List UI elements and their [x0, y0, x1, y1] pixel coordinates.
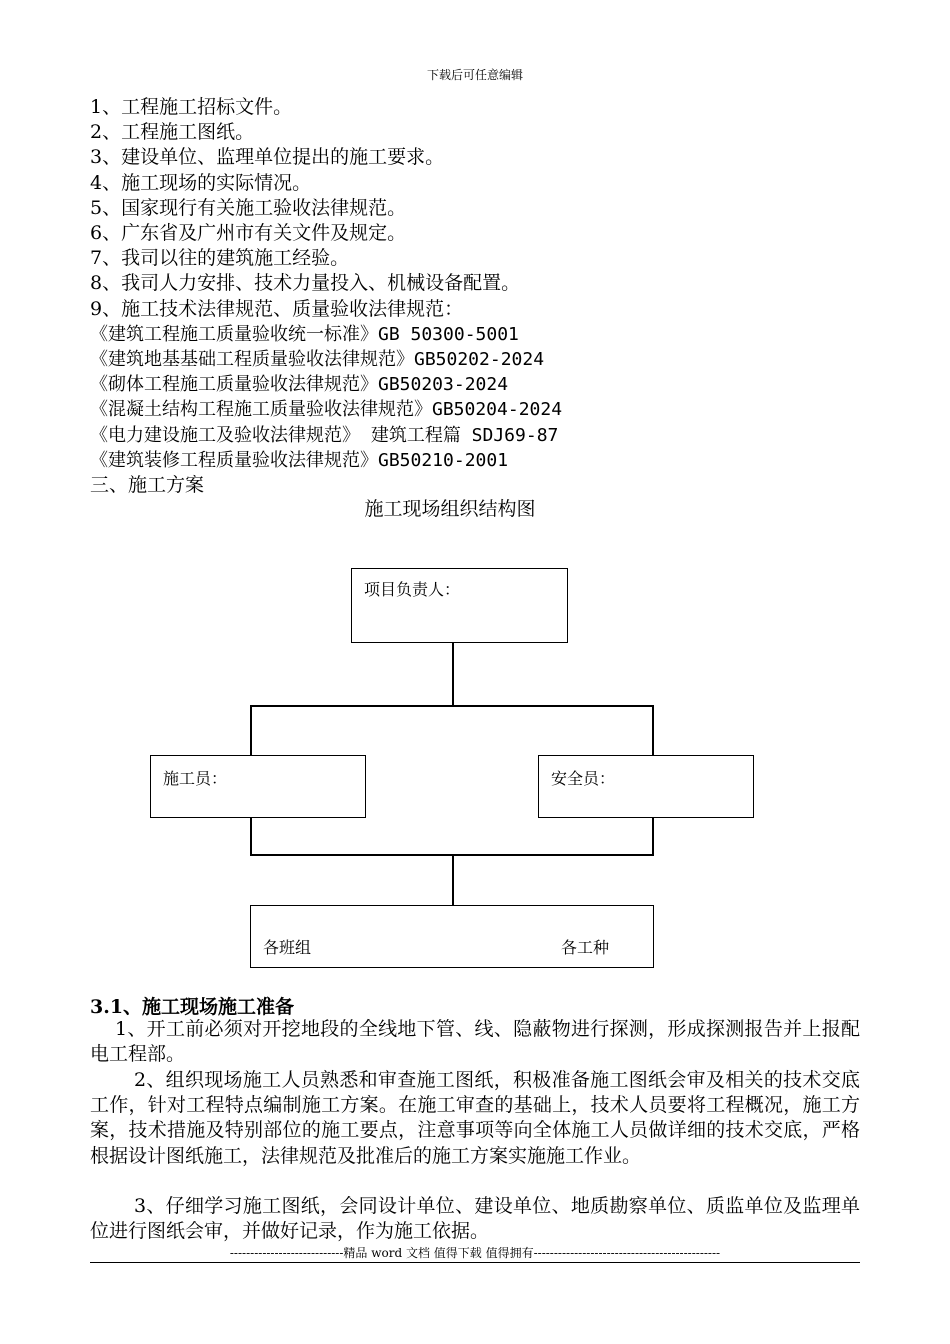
list-item: 9、施工技术法律规范、质量验收法律规范： [90, 297, 464, 320]
list-item: 3、建设单位、监理单位提出的施工要求。 [90, 146, 445, 169]
list-item: 2、工程施工图纸。 [90, 121, 255, 144]
list-item: 7、我司以往的建筑施工经验。 [90, 247, 350, 270]
standard-item: 《砌体工程施工质量验收法律规范》GB50203-2024 [90, 374, 509, 396]
org-box-teams [250, 905, 654, 968]
org-chart-title: 施工现场组织结构图 [364, 498, 536, 520]
list-item: 5、国家现行有关施工验收法律规范。 [90, 196, 407, 219]
standard-item: 《建筑工程施工质量验收统一标准》GB 50300-5001 [90, 323, 519, 345]
list-item: 6、广东省及广州市有关文件及规定。 [90, 222, 407, 245]
standard-item: 《建筑装修工程质量验收法律规范》GB50210-2001 [90, 449, 509, 471]
org-box-project-lead [351, 568, 568, 643]
standard-item: 《混凝土结构工程施工质量验收法律规范》GB50204-2024 [90, 399, 563, 421]
org-box-safety [538, 755, 754, 818]
list-item: 1、工程施工招标文件。 [90, 96, 293, 118]
connector-line [452, 643, 454, 706]
section-title: 3.1、施工现场施工准备 [90, 996, 295, 1018]
connector-line [452, 854, 454, 905]
page-footer: ----------------------------精品 word 文档 值得下载 值得拥有---------------------------------------------- [229, 1246, 721, 1260]
standard-item: 《电力建设施工及验收法律规范》 建筑工程篇 SDJ69-87 [90, 424, 559, 446]
org-box-label: 施工员： [163, 769, 228, 788]
org-box-label-teams: 各班组 [263, 938, 312, 957]
paragraph: 1、开工前必须对开挖地段的全线地下管、线、隐蔽物进行探测，形成探测报告并上报配电工程部。 [90, 1018, 860, 1066]
paragraph: 3、仔细学习施工图纸，会同设计单位、建设单位、地质勘察单位、质监单位及监理单位进行图纸会审，并做好记录，作为施工依据。 [90, 1195, 860, 1243]
paragraph: 2、组织现场施工人员熟悉和审查施工图纸，积极准备施工图纸会审及相关的技术交底工作，针对工程特点编制施工方案。在施工审查的基础上，技术人员要将工程概况，施工方案，技术措施及特别部位的施工要点，注意事项等向全体施工人员做详细的技术交底，严格根据设计图纸施工，法律规范及批准后的施工方案实施施工作业。 [90, 1069, 860, 1167]
footer-divider [90, 1262, 860, 1263]
page-header: 下载后可任意编辑 [426, 68, 523, 82]
list-item: 8、我司人力安排、技术力量投入、机械设备配置。 [90, 272, 521, 295]
list-item: 4、施工现场的实际情况。 [90, 171, 312, 194]
connector-line [652, 818, 654, 855]
connector-line [652, 705, 654, 755]
section-heading: 三、施工方案 [90, 474, 205, 497]
standard-item: 《建筑地基基础工程质量验收法律规范》GB50202-2024 [90, 349, 545, 371]
connector-line [250, 705, 252, 755]
org-box-constructor [150, 755, 366, 818]
org-box-label: 安全员： [551, 769, 616, 788]
org-box-label-trades: 各工种 [561, 938, 610, 957]
basis-list [90, 95, 562, 498]
connector-line [250, 818, 252, 855]
connector-line [250, 705, 654, 707]
org-box-label: 项目负责人： [364, 580, 461, 599]
